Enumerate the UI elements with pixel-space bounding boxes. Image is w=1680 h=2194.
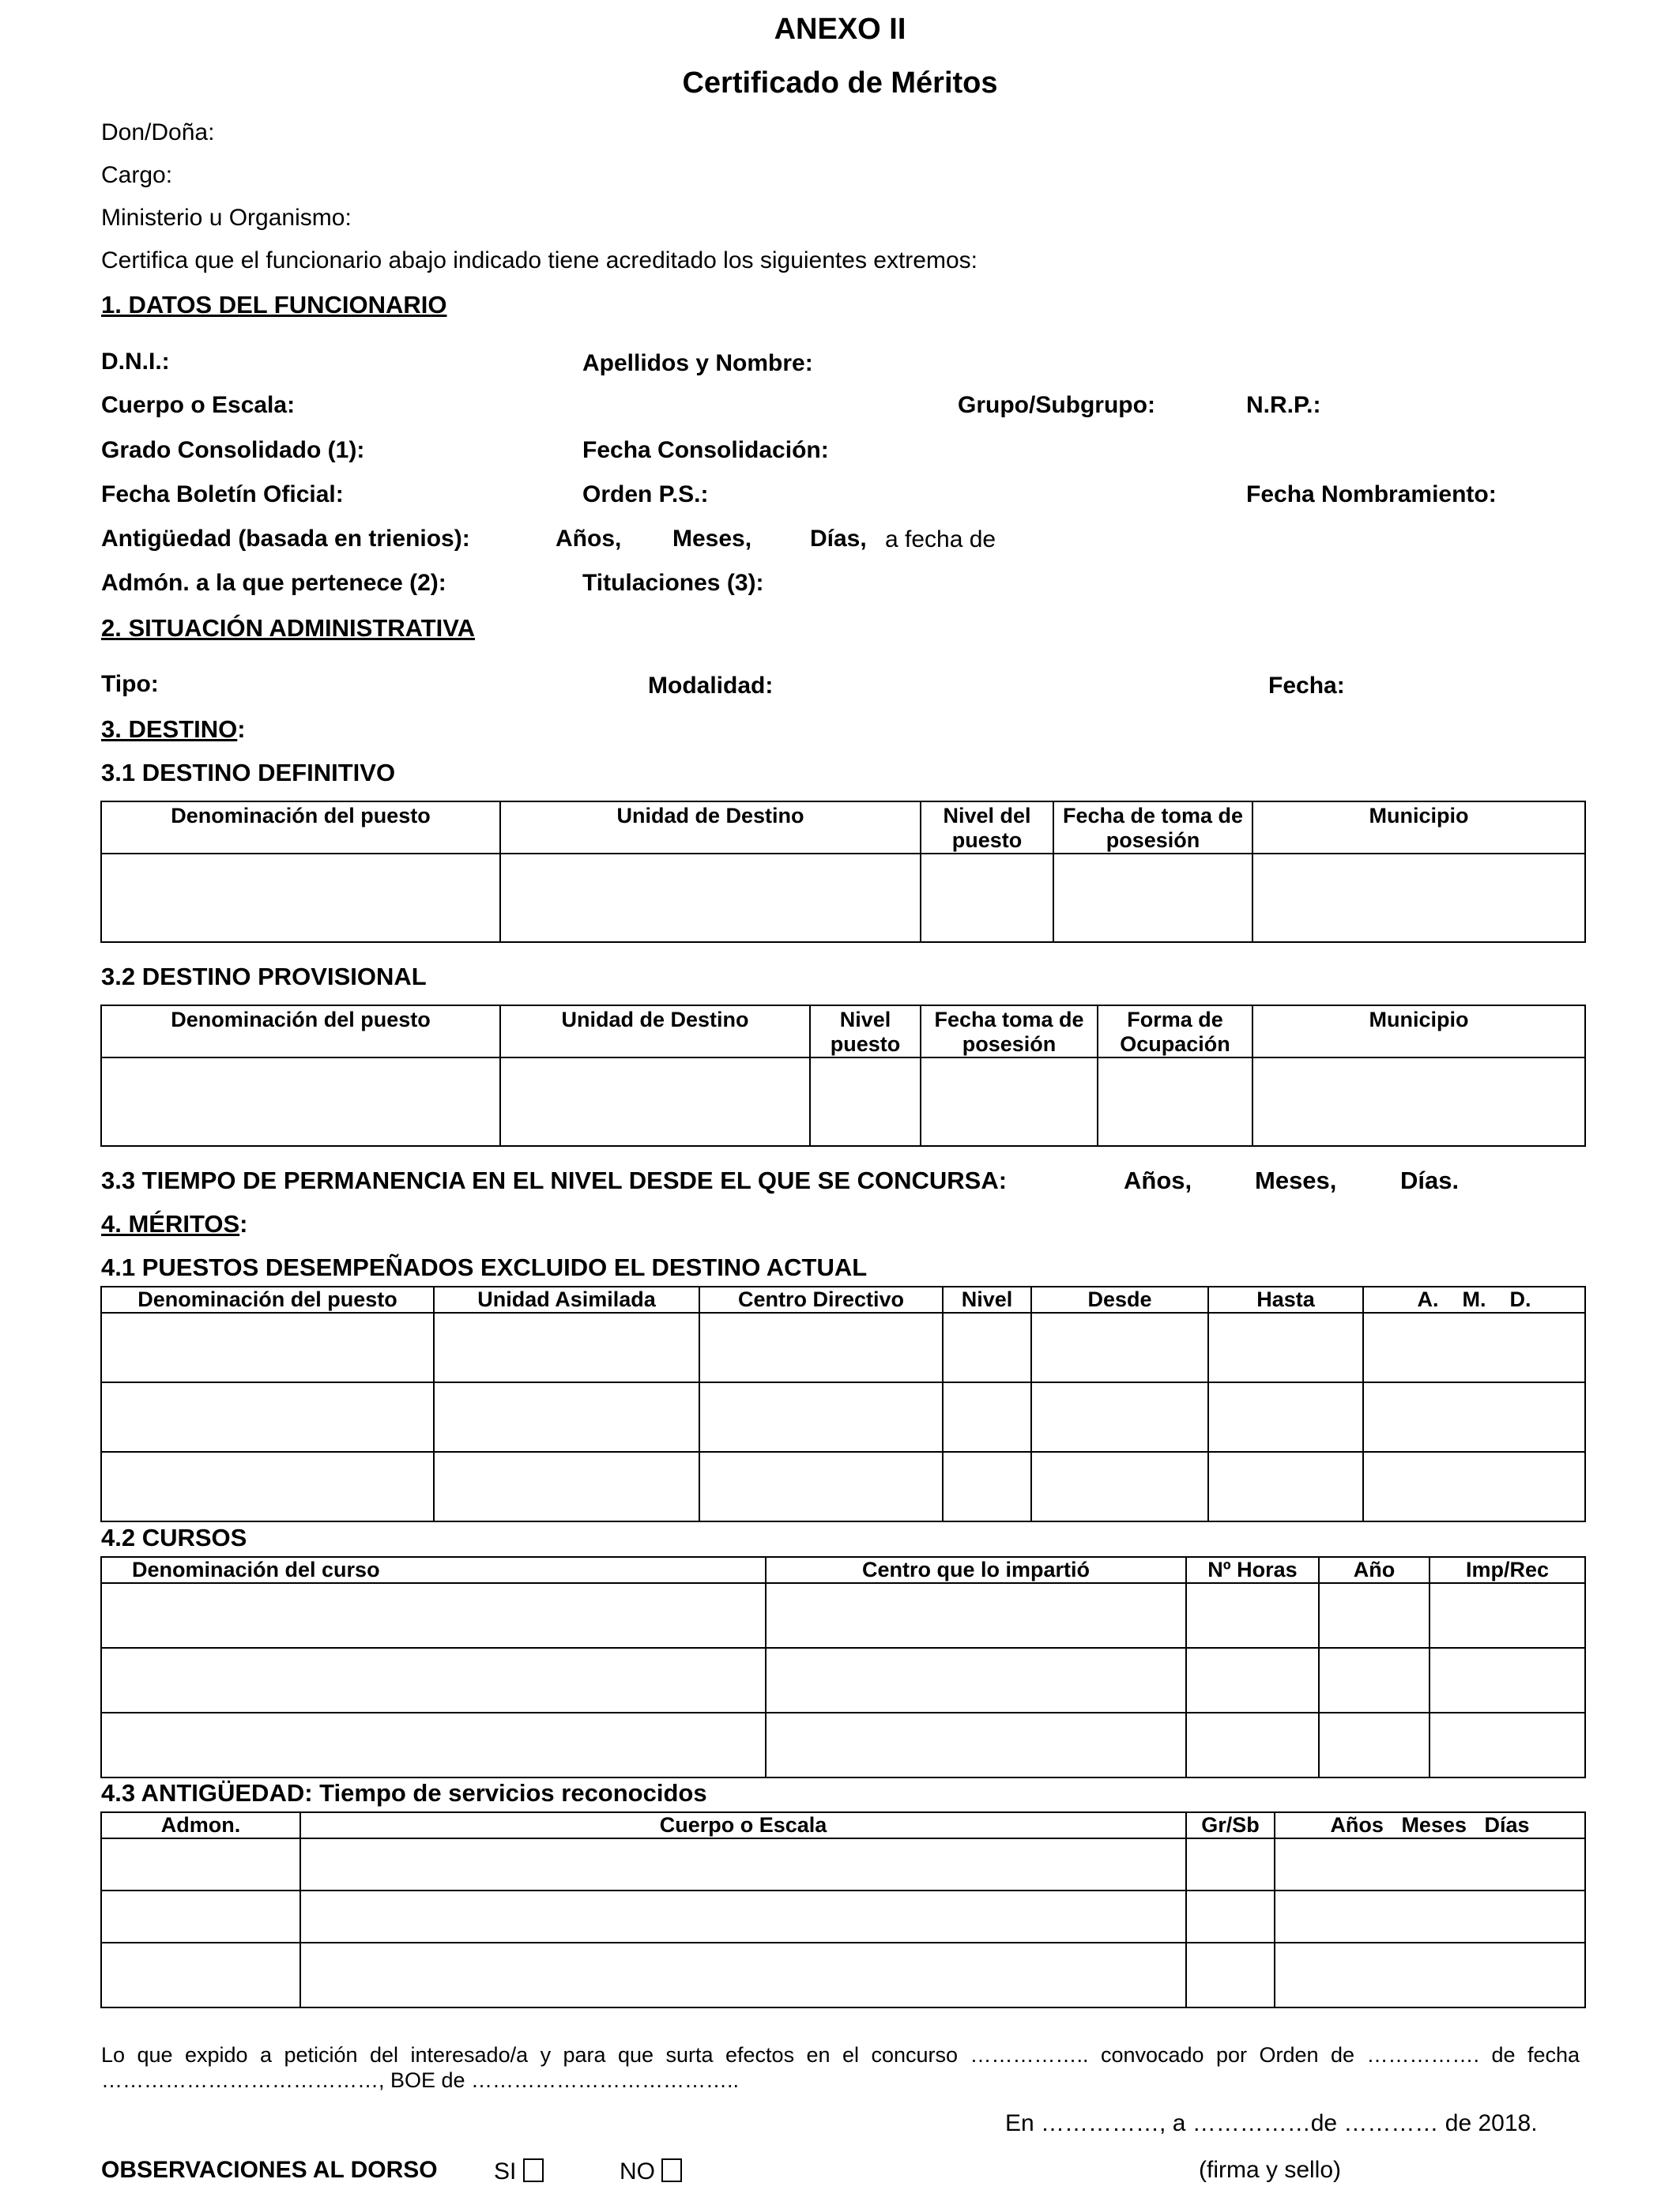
col-header: Imp/Rec [1430,1557,1585,1583]
col-header: Denominación del puesto [101,1287,434,1313]
certifica-text: Certifica que el funcionario abajo indicado tiene acreditado los siguientes extremos: [101,247,977,273]
table-cell[interactable] [1098,1057,1252,1146]
table-cell[interactable] [434,1382,699,1452]
table-cell[interactable] [1430,1583,1585,1648]
table-cell[interactable] [1275,1943,1585,2007]
destino-definitivo-table [100,801,1586,943]
table-cell[interactable] [434,1313,699,1382]
ministerio-label: Ministerio u Organismo: [101,205,352,231]
table-cell[interactable] [1430,1713,1585,1777]
table-cell[interactable] [699,1452,943,1521]
table-cell[interactable] [434,1452,699,1521]
observaciones-no [620,2158,682,2184]
permanencia-dias: Días. [1400,1167,1460,1194]
table-cell[interactable] [500,854,921,942]
cursos-table [100,1556,1586,1778]
cuerpo-label: Cuerpo o Escala: [101,392,296,418]
table-cell[interactable] [1319,1648,1430,1713]
tipo-label: Tipo: [101,671,159,697]
table-cell[interactable] [943,1452,1031,1521]
antiguedad-table [100,1811,1586,2008]
table-cell[interactable] [500,1057,810,1146]
table-cell[interactable] [766,1583,1186,1648]
table-cell[interactable] [101,854,500,942]
table-cell[interactable] [1208,1452,1363,1521]
col-header: Municipio [1252,1005,1585,1057]
col-header: Gr/Sb [1186,1812,1275,1838]
col-header: Unidad Asimilada [434,1287,699,1313]
section-3-1-heading: 3.1 DESTINO DEFINITIVO [101,759,396,786]
expido-paragraph: Lo que expido a petición del interesado/a y para que surta efectos en el concurso …………….. convocado por Orden de ……………. de fecha …………………………………, BOE de ……………………………….. [101,2043,1580,2092]
table-cell[interactable] [1430,1648,1585,1713]
table-cell[interactable] [1031,1382,1208,1452]
permanencia-anos: Años, [1124,1167,1192,1194]
cargo-label: Cargo: [101,162,173,188]
table-cell[interactable] [1363,1452,1585,1521]
annex-title: ANEXO II [774,13,906,46]
table-cell[interactable] [101,1057,500,1146]
table-cell[interactable] [1186,1943,1275,2007]
table-cell[interactable] [101,1838,300,1891]
fecha-nombramiento-label: Fecha Nombramiento: [1246,481,1497,507]
don-label: Don/Doña: [101,119,215,145]
section-1-heading: 1. DATOS DEL FUNCIONARIO [101,291,447,319]
table-cell[interactable] [921,854,1053,942]
table-cell[interactable] [1275,1838,1585,1891]
grado-label: Grado Consolidado (1): [101,437,365,463]
destino-provisional-table [100,1005,1586,1147]
table-cell[interactable] [1208,1313,1363,1382]
antiguedad-meses: Meses, [672,526,752,552]
firma-sello: (firma y sello) [1199,2157,1342,2183]
col-header: Cuerpo o Escala [300,1812,1186,1838]
col-header: Denominación del puesto [101,801,500,854]
fecha-label: Fecha: [1268,673,1345,699]
page-title: Certificado de Méritos [682,66,998,100]
col-header: Nivel puesto [810,1005,921,1057]
table-cell[interactable] [1275,1891,1585,1943]
puestos-table [100,1286,1586,1522]
col-header: Años Meses Días [1275,1812,1585,1838]
section-3-3-heading: 3.3 TIEMPO DE PERMANENCIA EN EL NIVEL DESDE EL QUE SE CONCURSA: [101,1167,1008,1194]
table-cell[interactable] [1319,1583,1430,1648]
section-4-heading-text: 4. MÉRITOS [101,1210,240,1238]
table-cell[interactable] [766,1648,1186,1713]
table-cell[interactable] [766,1713,1186,1777]
section-4-1-heading: 4.1 PUESTOS DESEMPEÑADOS EXCLUIDO EL DESTINO ACTUAL [101,1253,868,1281]
nrp-label: N.R.P.: [1246,392,1321,418]
table-cell[interactable] [1252,854,1585,942]
table-cell[interactable] [1319,1713,1430,1777]
table-cell[interactable] [1363,1313,1585,1382]
table-cell[interactable] [101,1583,766,1648]
si-checkbox[interactable] [523,2158,544,2182]
section-4-colon: : [239,1210,248,1238]
col-header: Hasta [1208,1287,1363,1313]
table-cell[interactable] [1186,1838,1275,1891]
section-3-heading [101,717,246,741]
table-cell[interactable] [1031,1452,1208,1521]
col-header: A. M. D. [1363,1287,1585,1313]
table-cell[interactable] [1186,1583,1319,1648]
no-label: NO [620,2158,655,2185]
table-cell[interactable] [101,1452,434,1521]
table-cell[interactable] [101,1382,434,1452]
table-cell[interactable] [1186,1891,1275,1943]
orden-ps-label: Orden P.S.: [582,481,709,507]
table-cell[interactable] [1363,1382,1585,1452]
col-header: Admon. [101,1812,300,1838]
table-cell[interactable] [300,1943,1186,2007]
col-header: Año [1319,1557,1430,1583]
section-3-colon: : [237,715,246,743]
table-cell[interactable] [1252,1057,1585,1146]
si-label: SI [494,2158,517,2185]
section-3-2-heading: 3.2 DESTINO PROVISIONAL [101,963,427,990]
col-header: Denominación del puesto [101,1005,500,1057]
table-cell[interactable] [943,1382,1031,1452]
table-cell[interactable] [921,1057,1098,1146]
col-header: Nivel [943,1287,1031,1313]
table-cell[interactable] [699,1313,943,1382]
table-cell[interactable] [300,1891,1186,1943]
section-2-heading: 2. SITUACIÓN ADMINISTRATIVA [101,614,476,642]
table-cell[interactable] [1186,1713,1319,1777]
observaciones-si [494,2158,544,2184]
no-checkbox[interactable] [661,2158,682,2182]
fecha-boletin-label: Fecha Boletín Oficial: [101,481,344,507]
table-cell[interactable] [101,1313,434,1382]
col-header: Denominación del curso [101,1557,766,1583]
col-header: Fecha de toma de posesión [1053,801,1252,854]
col-header: Unidad de Destino [500,1005,810,1057]
section-4-heading [101,1212,247,1236]
table-cell[interactable] [1031,1313,1208,1382]
table-cell[interactable] [101,1648,766,1713]
table-cell[interactable] [943,1313,1031,1382]
col-header: Nivel del puesto [921,801,1053,854]
table-cell[interactable] [300,1838,1186,1891]
col-header: Municipio [1252,801,1585,854]
grupo-label: Grupo/Subgrupo: [958,392,1155,418]
antiguedad-label: Antigüedad (basada en trienios): [101,526,470,552]
titulaciones-label: Titulaciones (3): [582,570,764,596]
col-header: Centro Directivo [699,1287,943,1313]
section-4-3-heading: 4.3 ANTIGÜEDAD: Tiempo de servicios reconocidos [101,1779,707,1807]
dni-label: D.N.I.: [101,349,170,375]
apellidos-label: Apellidos y Nombre: [582,350,813,376]
col-header: Unidad de Destino [500,801,921,854]
section-4-2-heading: 4.2 CURSOS [101,1524,247,1551]
section-3-heading-text: 3. DESTINO [101,715,238,743]
col-header: Fecha toma de posesión [921,1005,1098,1057]
col-header: Nº Horas [1186,1557,1319,1583]
antiguedad-dias: Días, [810,526,867,552]
table-cell[interactable] [101,1713,766,1777]
lugar-fecha-line: En ……………, a ……………de ………… de 2018. [1005,2110,1538,2136]
table-cell[interactable] [101,1943,300,2007]
col-header: Desde [1031,1287,1208,1313]
col-header: Centro que lo impartió [766,1557,1186,1583]
observaciones-label: OBSERVACIONES AL DORSO [101,2157,438,2183]
table-cell[interactable] [810,1057,921,1146]
table-cell[interactable] [1186,1648,1319,1713]
table-cell[interactable] [101,1891,300,1943]
admon-label: Admón. a la que pertenece (2): [101,570,446,596]
permanencia-meses: Meses, [1255,1167,1337,1194]
table-cell[interactable] [699,1382,943,1452]
table-cell[interactable] [1053,854,1252,942]
fecha-consolidacion-label: Fecha Consolidación: [582,437,829,463]
table-cell[interactable] [1208,1382,1363,1452]
modalidad-label: Modalidad: [648,673,774,699]
col-header: Forma de Ocupación [1098,1005,1252,1057]
a-fecha-de: a fecha de [885,526,996,552]
antiguedad-anos: Años, [556,526,622,552]
